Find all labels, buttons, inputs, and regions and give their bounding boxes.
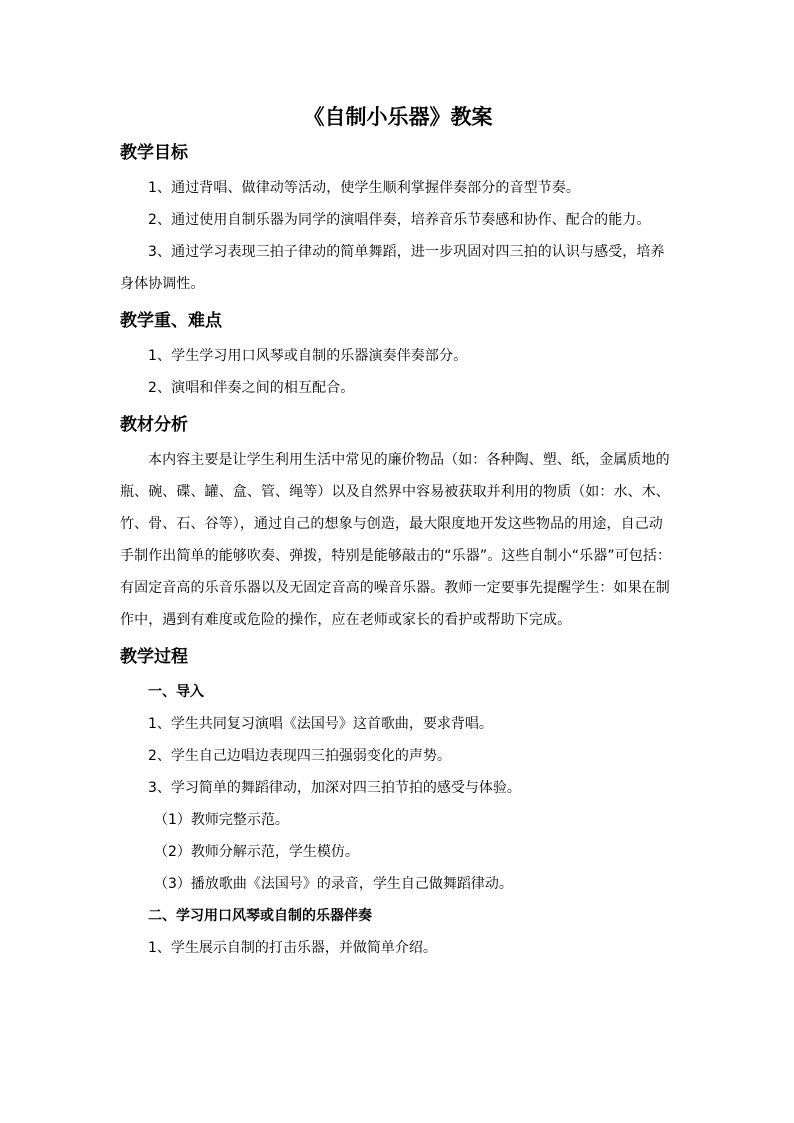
process-part1-item-3: 3、学习简单的舞蹈律动，加深对四三拍节拍的感受与体验。	[148, 780, 521, 796]
section-analysis	[120, 412, 676, 636]
process-part1-item-2: 2、学生自己边唱边表现四三拍强弱变化的声势。	[148, 748, 451, 764]
section-keypoints	[120, 308, 676, 404]
document-title: 《自制小乐器》教案	[303, 105, 493, 129]
section-heading-goals: 教学目标	[120, 143, 188, 163]
document-page	[120, 100, 676, 964]
section-heading-process: 教学过程	[120, 647, 188, 667]
section-goals	[120, 140, 676, 300]
section-heading-analysis: 教材分析	[120, 415, 188, 435]
process-part2-title: 二、学习用口风琴或自制的乐器伴奏	[148, 908, 372, 924]
analysis-paragraph: 本内容主要是让学生利用生活中常见的廉价物品（如：各种陶、塑、纸，金属质地的瓶、碗、碟、罐、盒、管、绳等）以及自然界中容易被获取并利用的物质（如：水、木、竹、骨、石、谷等），通过自己的想象与创造，最大限度地开发这些物品的用途，自己动手制作出简单的能够吹奏、弹拨，特别是能够敲击的“乐器”。这些自制小“乐器”可包括：有固定音高的乐音乐器以及无固定音高的噪音乐器。教师一定要事先提醒学生：如果在制作中，遇到有难度或危险的操作，应在老师或家长的看护或帮助下完成。	[120, 452, 672, 628]
keypoint-item-2: 2、演唱和伴奏之间的相互配合。	[148, 380, 355, 396]
goal-item-1: 1、通过背唱、做律动等活动，使学生顺利掌握伴奏部分的音型节奏。	[148, 180, 581, 196]
process-part1-title: 一、导入	[148, 684, 204, 700]
process-part1-subitem-3: （3）播放歌曲《法国号》的录音，学生自己做舞蹈律动。	[154, 876, 513, 892]
section-heading-keypoints: 教学重、难点	[120, 311, 222, 331]
process-part1-subitem-1: （1）教师完整示范。	[154, 812, 289, 828]
section-process	[120, 644, 676, 964]
goal-item-3: 3、通过学习表现三拍子律动的简单舞蹈，进一步巩固对四三拍的认识与感受，培养身体协调性。	[120, 244, 665, 292]
keypoint-item-1: 1、学生学习用口风琴或自制的乐器演奏伴奏部分。	[148, 348, 468, 364]
process-part1-subitem-2: （2）教师分解示范，学生模仿。	[154, 844, 359, 860]
process-part2-item-1: 1、学生展示自制的打击乐器，并做简单介绍。	[148, 940, 437, 956]
goal-item-2: 2、通过使用自制乐器为同学的演唱伴奏，培养音乐节奏感和协作、配合的能力。	[148, 212, 651, 228]
process-part1-item-1: 1、学生共同复习演唱《法国号》这首歌曲，要求背唱。	[148, 716, 493, 732]
